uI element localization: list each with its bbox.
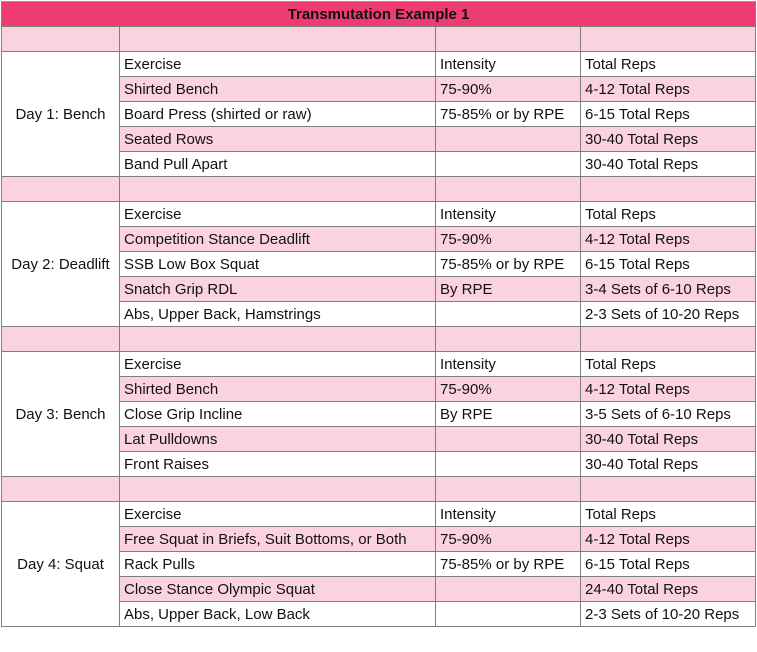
day-label: Day 3: Bench (2, 352, 120, 477)
spacer-row (2, 27, 756, 52)
reps-cell: 2-3 Sets of 10-20 Reps (581, 602, 756, 627)
reps-cell: 3-4 Sets of 6-10 Reps (581, 277, 756, 302)
intensity-cell: 75-85% or by RPE (436, 252, 581, 277)
spacer-cell (581, 477, 756, 502)
header-reps: Total Reps (581, 52, 756, 77)
exercise-cell: Abs, Upper Back, Low Back (120, 602, 436, 627)
header-exercise: Exercise (120, 52, 436, 77)
exercise-cell: Competition Stance Deadlift (120, 227, 436, 252)
intensity-cell (436, 302, 581, 327)
title-row (2, 2, 756, 27)
intensity-cell (436, 577, 581, 602)
spacer-row (2, 477, 756, 502)
reps-cell: 6-15 Total Reps (581, 252, 756, 277)
spacer-cell (581, 327, 756, 352)
intensity-cell: By RPE (436, 402, 581, 427)
spacer-cell (436, 27, 581, 52)
reps-cell: 6-15 Total Reps (581, 552, 756, 577)
header-reps: Total Reps (581, 502, 756, 527)
day-label: Day 4: Squat (2, 502, 120, 627)
exercise-cell: Rack Pulls (120, 552, 436, 577)
exercise-cell: SSB Low Box Squat (120, 252, 436, 277)
day-label: Day 2: Deadlift (2, 202, 120, 327)
reps-cell: 24-40 Total Reps (581, 577, 756, 602)
spacer-cell (2, 477, 120, 502)
exercise-cell: Lat Pulldowns (120, 427, 436, 452)
intensity-cell: 75-90% (436, 77, 581, 102)
intensity-cell (436, 427, 581, 452)
spacer-cell (2, 27, 120, 52)
spacer-cell (120, 477, 436, 502)
header-exercise: Exercise (120, 202, 436, 227)
intensity-cell (436, 602, 581, 627)
reps-cell: 4-12 Total Reps (581, 227, 756, 252)
table-title: Transmutation Example 1 (2, 2, 756, 27)
exercise-cell: Band Pull Apart (120, 152, 436, 177)
exercise-cell: Close Stance Olympic Squat (120, 577, 436, 602)
exercise-cell: Free Squat in Briefs, Suit Bottoms, or Both (120, 527, 436, 552)
header-reps: Total Reps (581, 352, 756, 377)
intensity-cell: 75-85% or by RPE (436, 102, 581, 127)
day-label: Day 1: Bench (2, 52, 120, 177)
intensity-cell (436, 152, 581, 177)
exercise-cell: Close Grip Incline (120, 402, 436, 427)
intensity-cell (436, 127, 581, 152)
spacer-cell (436, 177, 581, 202)
program-table (1, 1, 756, 627)
spacer-cell (120, 27, 436, 52)
spacer-cell (2, 177, 120, 202)
header-exercise: Exercise (120, 502, 436, 527)
spacer-cell (120, 177, 436, 202)
header-reps: Total Reps (581, 202, 756, 227)
exercise-cell: Shirted Bench (120, 77, 436, 102)
header-intensity: Intensity (436, 502, 581, 527)
reps-cell: 4-12 Total Reps (581, 377, 756, 402)
intensity-cell: 75-90% (436, 527, 581, 552)
intensity-cell: 75-85% or by RPE (436, 552, 581, 577)
reps-cell: 3-5 Sets of 6-10 Reps (581, 402, 756, 427)
spacer-row (2, 177, 756, 202)
reps-cell: 30-40 Total Reps (581, 127, 756, 152)
reps-cell: 2-3 Sets of 10-20 Reps (581, 302, 756, 327)
reps-cell: 4-12 Total Reps (581, 527, 756, 552)
reps-cell: 30-40 Total Reps (581, 427, 756, 452)
spacer-row (2, 327, 756, 352)
spacer-cell (581, 177, 756, 202)
header-intensity: Intensity (436, 52, 581, 77)
exercise-cell: Shirted Bench (120, 377, 436, 402)
spacer-cell (120, 327, 436, 352)
exercise-cell: Snatch Grip RDL (120, 277, 436, 302)
reps-cell: 30-40 Total Reps (581, 152, 756, 177)
header-row (2, 502, 756, 527)
reps-cell: 6-15 Total Reps (581, 102, 756, 127)
reps-cell: 4-12 Total Reps (581, 77, 756, 102)
header-intensity: Intensity (436, 352, 581, 377)
spacer-cell (581, 27, 756, 52)
program-table-body (2, 2, 756, 627)
spacer-cell (436, 477, 581, 502)
exercise-cell: Board Press (shirted or raw) (120, 102, 436, 127)
exercise-cell: Front Raises (120, 452, 436, 477)
header-row (2, 202, 756, 227)
intensity-cell: By RPE (436, 277, 581, 302)
header-exercise: Exercise (120, 352, 436, 377)
spacer-cell (2, 327, 120, 352)
intensity-cell: 75-90% (436, 377, 581, 402)
header-row (2, 52, 756, 77)
reps-cell: 30-40 Total Reps (581, 452, 756, 477)
exercise-cell: Seated Rows (120, 127, 436, 152)
header-row (2, 352, 756, 377)
intensity-cell: 75-90% (436, 227, 581, 252)
spacer-cell (436, 327, 581, 352)
intensity-cell (436, 452, 581, 477)
exercise-cell: Abs, Upper Back, Hamstrings (120, 302, 436, 327)
header-intensity: Intensity (436, 202, 581, 227)
